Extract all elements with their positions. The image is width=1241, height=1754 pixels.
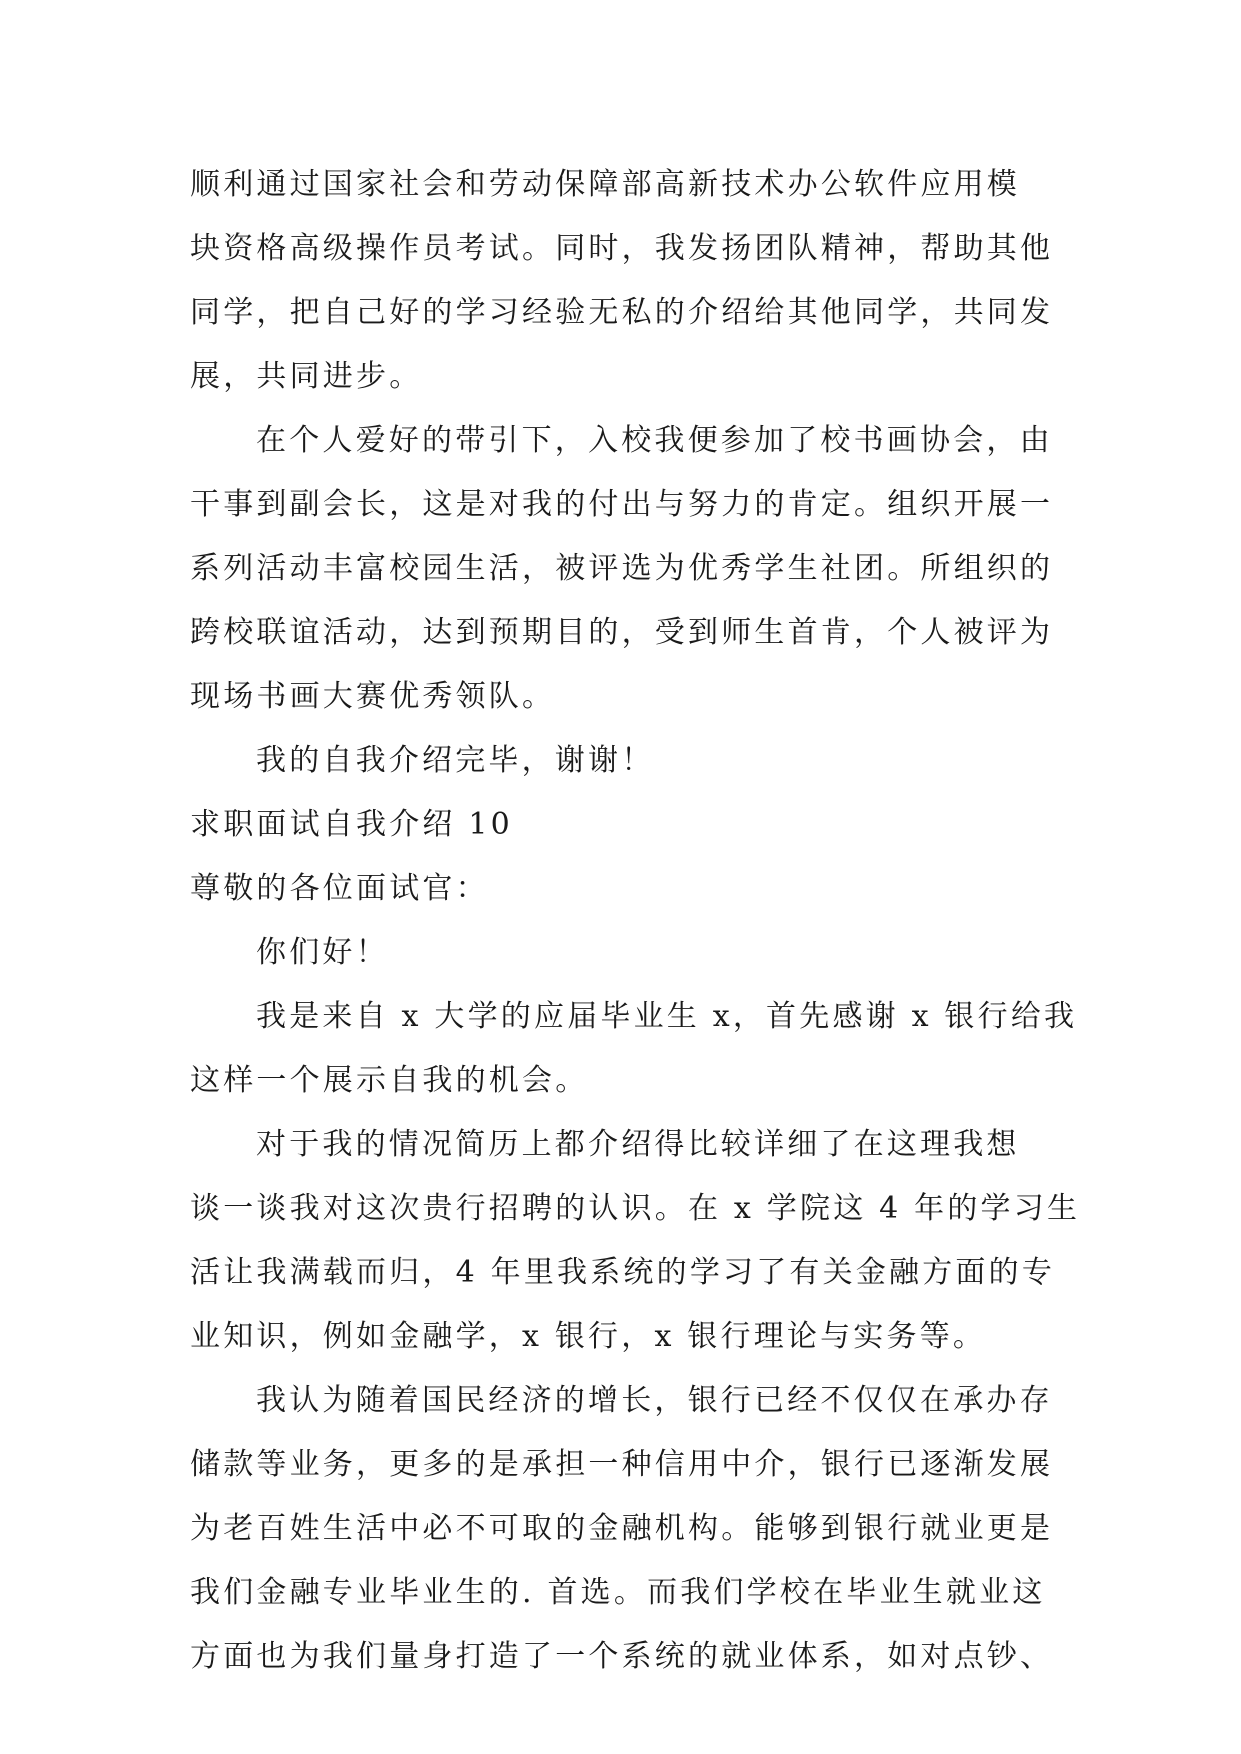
text-line: 谈一谈我对这次贵行招聘的认识。在 x 学院这 4 年的学习生 <box>190 1191 1081 1226</box>
text-line: 顺利通过国家社会和劳动保障部高新技术办公软件应用模 <box>190 167 1020 202</box>
text-line: 储款等业务，更多的是承担一种信用中介，银行已逐渐发展 <box>190 1447 1054 1482</box>
text-line: 活让我满载而归，4 年里我系统的学习了有关金融方面的专 <box>190 1255 1056 1290</box>
text-line: 系列活动丰富校园生活，被评选为优秀学生社团。所组织的 <box>190 551 1054 586</box>
greeting: 你们好！ <box>256 935 389 970</box>
text-line: 这样一个展示自我的机会。 <box>190 1063 589 1098</box>
closing-line: 我的自我介绍完毕，谢谢！ <box>256 743 655 778</box>
text-line: 方面也为我们量身打造了一个系统的就业体系，如对点钞、 <box>190 1639 1054 1674</box>
paragraph-start-line: 我是来自 x 大学的应届毕业生 x，首先感谢 x 银行给我 <box>256 999 1078 1034</box>
text-line: 跨校联谊活动，达到预期目的，受到师生首肯，个人被评为 <box>190 615 1054 650</box>
text-line: 展，共同进步。 <box>190 359 423 394</box>
paragraph-start-line: 在个人爱好的带引下，入校我便参加了校书画协会，由 <box>256 423 1053 458</box>
document-body <box>190 153 1081 1689</box>
text-line: 我们金融专业毕业生的. 首选。而我们学校在毕业生就业这 <box>190 1575 1046 1610</box>
text-line: 同学，把自己好的学习经验无私的介绍给其他同学，共同发 <box>190 295 1054 330</box>
text-line: 干事到副会长，这是对我的付出与努力的肯定。组织开展一 <box>190 487 1054 522</box>
paragraph-start-line: 对于我的情况简历上都介绍得比较详细了在这理我想 <box>256 1127 1020 1162</box>
text-line: 现场书画大赛优秀领队。 <box>190 679 556 714</box>
text-line: 业知识，例如金融学，x 银行，x 银行理论与实务等。 <box>190 1319 987 1354</box>
text-line: 为老百姓生活中必不可取的金融机构。能够到银行就业更是 <box>190 1511 1054 1546</box>
paragraph-start-line: 我认为随着国民经济的增长，银行已经不仅仅在承办存 <box>256 1383 1053 1418</box>
section-heading: 求职面试自我介绍 10 <box>190 807 513 842</box>
salutation: 尊敬的各位面试官： <box>190 871 489 906</box>
text-line: 块资格高级操作员考试。同时，我发扬团队精神，帮助其他 <box>190 231 1054 266</box>
